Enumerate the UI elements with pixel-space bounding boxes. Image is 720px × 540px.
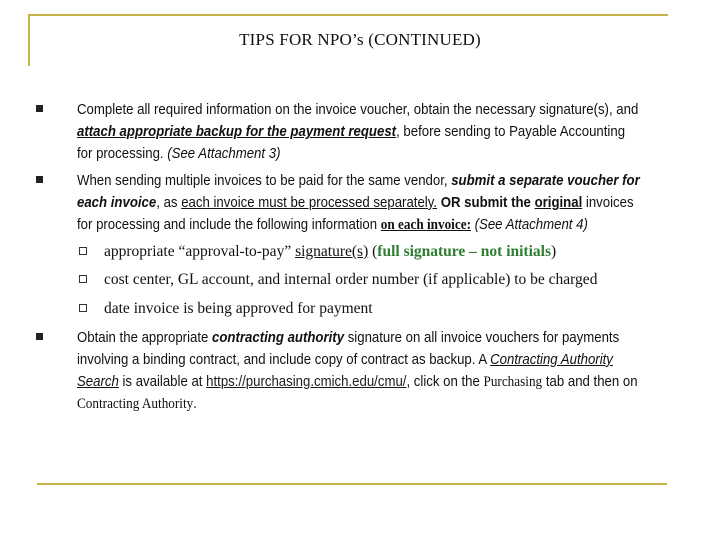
checkbox-bullet-icon xyxy=(79,247,87,255)
text-segment: When sending multiple invoices to be paid for the same vendor, xyxy=(77,172,452,189)
underlined-on-each-invoice: on each invoice: xyxy=(380,217,471,233)
text-segment: . xyxy=(193,395,197,412)
bullet-item-multiple-invoices xyxy=(36,170,676,236)
bullet-item-contracting-authority xyxy=(36,327,676,415)
text-segment: ) xyxy=(550,243,557,260)
text-segment: tab and then on xyxy=(542,373,638,390)
emphasis-contracting-authority: contracting authority xyxy=(212,329,345,346)
text-segment: Complete all required information on the invoice voucher, obtain the necessary signature(s), and xyxy=(77,101,639,118)
bullet-item-invoice-voucher xyxy=(36,99,676,165)
text-segment: invoices for processing and include the following information xyxy=(77,194,634,233)
text-segment: , as xyxy=(156,194,182,211)
top-border-line xyxy=(28,14,668,16)
slide-title: TIPS FOR NPO’s (CONTINUED) xyxy=(239,30,481,49)
text-segment-or: OR submit the xyxy=(437,194,535,211)
sub-item-date-approved xyxy=(79,298,373,320)
bottom-border-line xyxy=(37,483,667,485)
contracting-authority-search-link[interactable]: Contracting Authority Search xyxy=(77,351,613,390)
attachment-reference: (See Attachment 3) xyxy=(167,145,281,162)
emphasis-separate-voucher: submit a separate voucher for each invoice xyxy=(77,172,640,211)
sub-item-text: cost center, GL account, and internal order number (if applicable) to be charged xyxy=(104,271,598,288)
square-bullet-icon xyxy=(36,176,43,183)
bullet-text xyxy=(77,170,640,236)
underlined-processed-separately: each invoice must be processed separately. xyxy=(181,194,438,211)
square-bullet-icon xyxy=(36,333,43,340)
underlined-signatures: signature(s) xyxy=(295,243,369,260)
text-segment: is available at xyxy=(118,373,207,390)
text-segment: , before sending to Payable Accounting for processing. xyxy=(77,123,626,162)
purchasing-tab-label: Purchasing xyxy=(483,374,543,390)
bullet-text xyxy=(77,327,640,415)
sub-item-text xyxy=(104,241,556,263)
sub-item-text: date invoice is being approved for payment xyxy=(104,300,373,317)
text-segment: Obtain the appropriate xyxy=(77,329,213,346)
square-bullet-icon xyxy=(36,105,43,112)
text-segment: , click on the xyxy=(406,373,484,390)
contracting-authority-label: Contracting Authority xyxy=(77,396,194,412)
text-segment: appropriate “approval-to-pay” xyxy=(104,243,296,260)
sub-item-cost-center xyxy=(79,269,597,291)
bullet-text xyxy=(77,99,640,165)
purchasing-url-link[interactable]: https://purchasing.cmich.edu/cmu/ xyxy=(206,373,407,390)
emphasis-attach-backup: attach appropriate backup for the payment request xyxy=(77,123,397,140)
checkbox-bullet-icon xyxy=(79,275,87,283)
text-segment: ( xyxy=(368,243,378,260)
checkbox-bullet-icon xyxy=(79,304,87,312)
text-segment: signature on all invoice vouchers for payments involving a binding contract, and include copy of contract as backup. A xyxy=(77,329,620,368)
sub-item-signature xyxy=(79,241,556,263)
attachment-reference: (See Attachment 4) xyxy=(470,216,588,233)
underlined-original: original xyxy=(534,194,583,211)
highlight-full-signature: full signature – not initials xyxy=(377,243,551,260)
